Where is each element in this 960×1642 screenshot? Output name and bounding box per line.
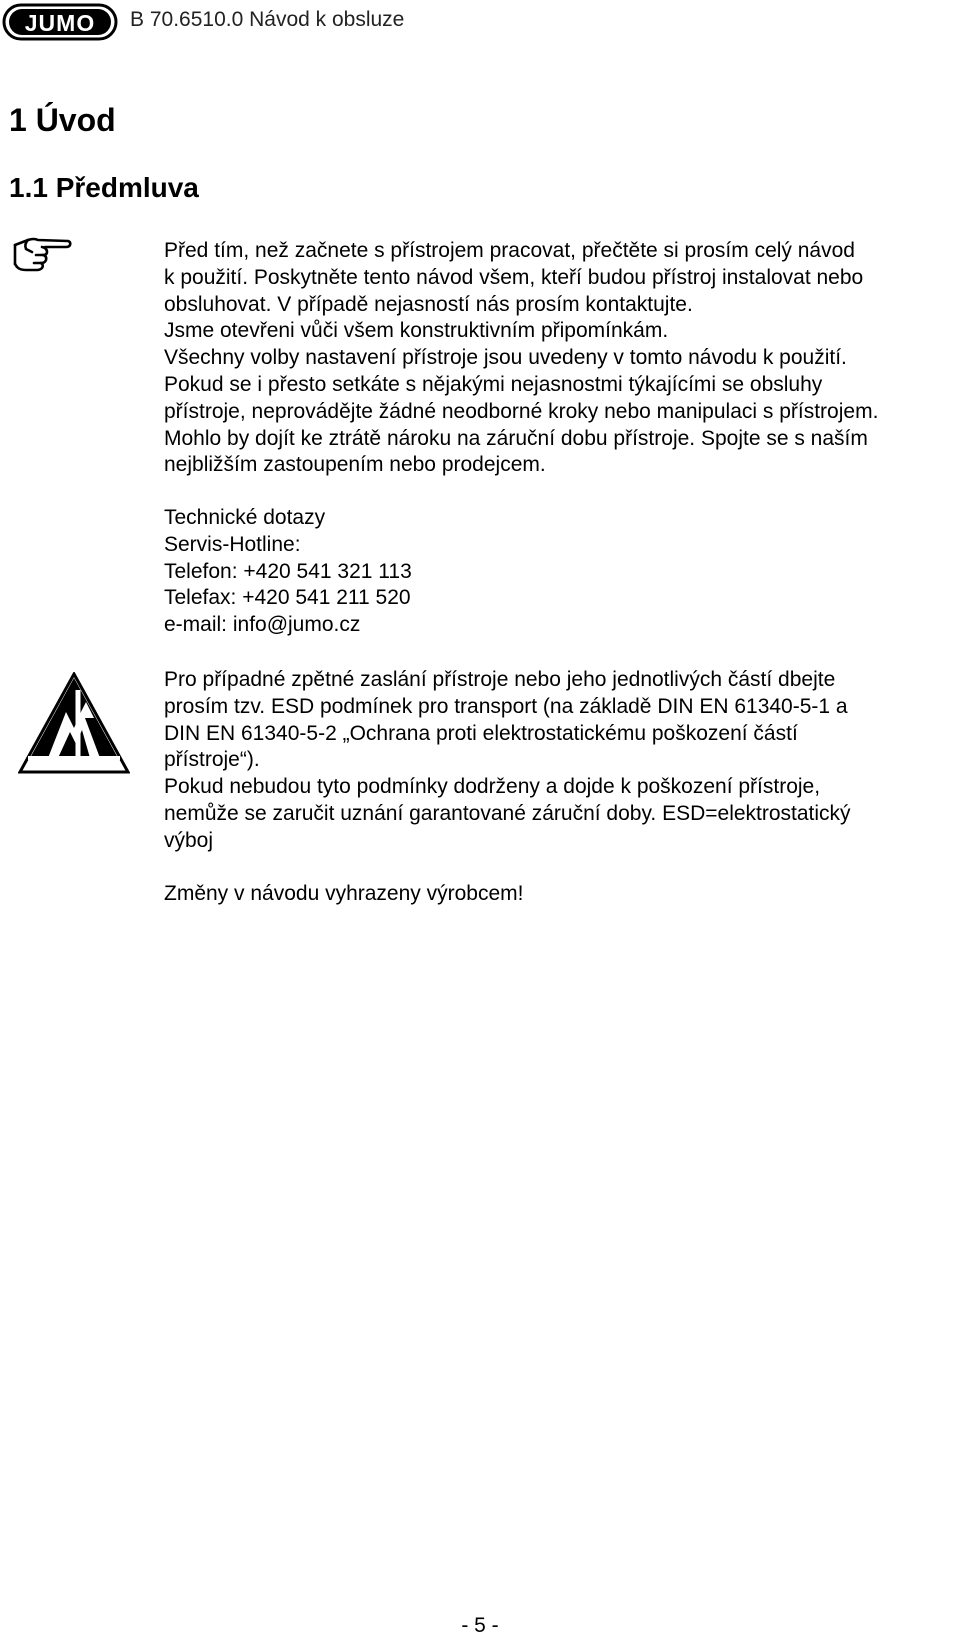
intro-line: přístroje, neprovádějte žádné neodborné kroky nebo manipulaci s přístrojem. [164, 399, 879, 423]
page-number [0, 1614, 960, 1638]
intro-line: Před tím, než začnete s přístrojem pracovat, přečtěte si prosím celý návod [164, 239, 855, 262]
pointing-hand-icon [12, 236, 72, 272]
changes-note [164, 881, 944, 908]
intro-line: obsluhovat. V případě nejasností nás prosím kontaktujte. [164, 292, 693, 316]
hotline-label: Servis-Hotline: [164, 532, 301, 556]
intro-line: Pokud se i přesto setkáte s nějakými nejasnostmi týkajícími se obsluhy [164, 372, 823, 396]
esd-line: přístroje“). [164, 748, 260, 772]
intro-line: k použití. Poskytněte tento návod všem, kteří budou přístroj instalovat nebo [164, 265, 864, 289]
page-header [2, 2, 404, 42]
esd-warning-icon [18, 672, 130, 774]
intro-line: Jsme otevřeni vůči všem konstruktivním připomínkám. [164, 319, 669, 343]
esd-line: prosím tzv. ESD podmínek pro transport (na základě DIN EN 61340-5-1 a [164, 694, 848, 718]
esd-line: Pokud nebudou tyto podmínky dodrženy a dojde k poškození přístroje, [164, 775, 821, 799]
esd-line: výboj [164, 828, 214, 852]
email-address: e-mail: info@jumo.cz [164, 613, 361, 637]
esd-line: DIN EN 61340-5-2 „Ochrana proti elektrostatickému poškození částí [164, 721, 798, 745]
contact-block [164, 505, 944, 639]
svg-text:JUMO: JUMO [24, 10, 96, 36]
esd-line: nemůže se zaručit uznání garantované záruční doby. ESD=elektrostatický [164, 801, 851, 825]
intro-line: Mohlo by dojít ke ztrátě nároku na záruční dobu přístroje. Spojte se s naším [164, 426, 868, 450]
contact-title: Technické dotazy [164, 506, 326, 529]
intro-line: Všechny volby nastavení přístroje jsou uvedeny v tomto návodu k použití. [164, 346, 847, 370]
fax-number: Telefax: +420 541 211 520 [164, 586, 411, 610]
chapter-title: 1 Úvod [9, 102, 116, 138]
page-number-text: - 5 - [461, 1614, 499, 1637]
intro-line: nejbližším zastoupením nebo prodejcem. [164, 453, 546, 477]
esd-paragraph [164, 667, 944, 855]
phone-number: Telefon: +420 541 321 113 [164, 559, 412, 583]
intro-paragraph [164, 238, 944, 479]
section-title: 1.1 Předmluva [9, 172, 199, 203]
esd-line: Pro případné zpětné zaslání přístroje nebo jeho jednotlivých částí dbejte [164, 668, 836, 691]
jumo-logo [2, 3, 118, 41]
document-reference: B 70.6510.0 Návod k obsluze [130, 8, 405, 31]
changes-note-text: Změny v návodu vyhrazeny výrobcem! [164, 882, 524, 905]
